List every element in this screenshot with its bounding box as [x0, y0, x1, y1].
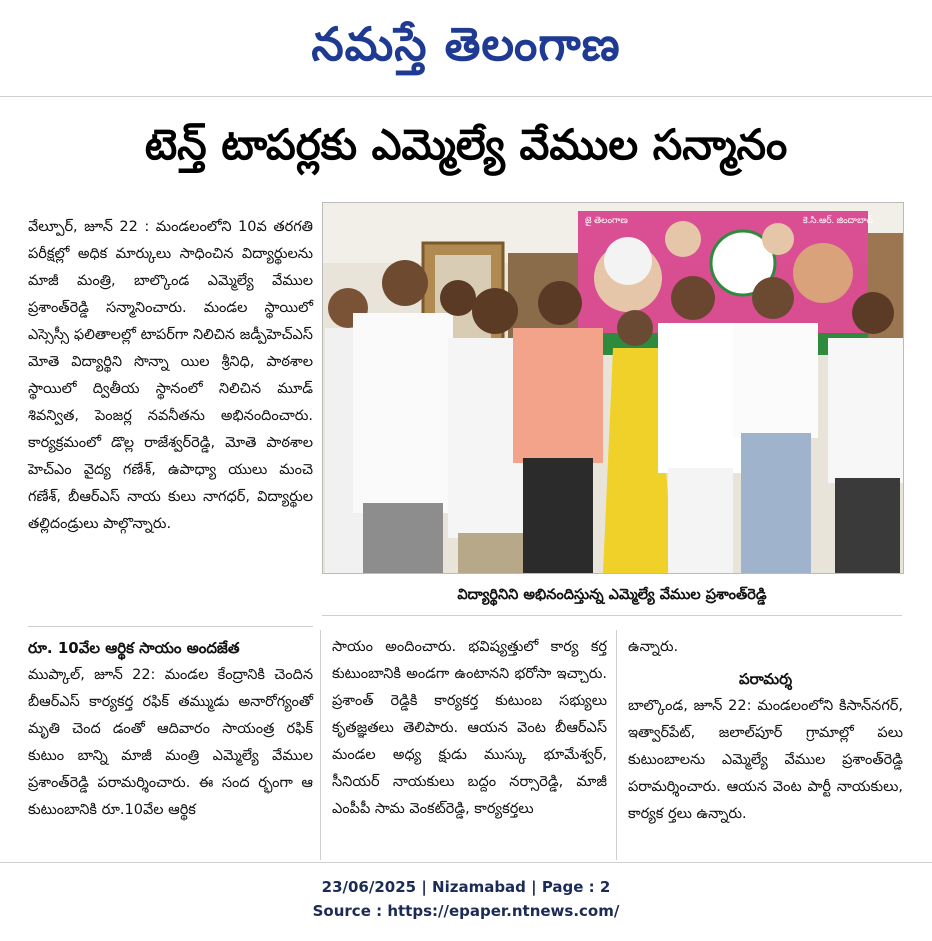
story2-title: రూ. 10వేల ఆర్థిక సాయం అందజేత [28, 639, 240, 657]
masthead-divider [0, 96, 932, 97]
story1-divider [28, 626, 313, 627]
banner-right-text: కె.సి.ఆర్. జిందాబాద్ [803, 215, 874, 225]
column-rule-1 [320, 630, 321, 860]
article-headline: టెన్త్ టాపర్లకు ఎమ్మెల్యే వేముల సన్మానం [144, 120, 788, 169]
footer-dateline: 23/06/2025 | Nizamabad | Page : 2 [321, 878, 611, 896]
story3-title: పరామర్శ [738, 670, 793, 688]
column-rule-2 [616, 630, 617, 860]
footer-source: Source : https://epaper.ntnews.com/ [312, 902, 620, 920]
footer-divider [0, 862, 932, 863]
photo-caption: విద్యార్థినిని అభినందిస్తున్న ఎమ్మెల్యే వేముల ప్రశాంత్‌రెడ్డి [457, 587, 767, 603]
news-photo [322, 202, 904, 574]
newspaper-masthead: నమస్తే తెలంగాణ [311, 17, 621, 71]
story2-body-3: ఉన్నారు. [628, 639, 679, 655]
story2-body-2: సాయం అందించారు. భవిష్యత్తులో కార్య కర్త కుటుంబానికి అండగా ఉంటానని భరోసా ఇచ్చారు. ప్రశాంత్ రెడ్డికి కార్యకర్త కుటుంబ సభ్యులు కృతజ్ఞతలు తెలిపారు. ఆయన వెంట బీఆర్‌ఎస్ మండల అధ్య క్షుడు ముస్కు భూమేశ్వర్, సీనియర్ నాయకులు బద్దం నర్సారెడ్డి, మాజీ ఎంపీపీ సామ వెంకట్‌రెడ్డి, కార్యకర్తలు [332, 639, 607, 817]
caption-divider [322, 615, 902, 616]
story2-column-1 [28, 634, 313, 824]
story3-body: బాల్కొండ, జూన్ 22: మండలంలోని కిసాన్‌నగర్, ఇత్వార్‌పేట్, జలాల్‌పూర్ గ్రామాల్లో పలు కుటుంబాలను ఎమ్మెల్యే వేముల ప్రశాంత్‌రెడ్డి పరామర్శించారు. ఆయన వెంట పార్టీ నాయకులు, కార్యక ర్తలు ఉన్నారు. [628, 698, 903, 822]
story1-column [28, 214, 313, 634]
story3-column [628, 634, 903, 828]
story2-column-2 [332, 634, 607, 823]
story2-body-1: ముప్కాల్, జూన్ 22: మండల కేంద్రానికి చెందిన బీఆర్‌ఎస్ కార్యకర్త రఫిక్ తమ్ముడు అనారోగ్యంతో మృతి చెంద డంతో ఆదివారం సాయంత్ర రఫిక్ కుటుం బాన్ని మాజీ మంత్రి ఎమ్మెల్యే వేముల ప్రశాంత్‌రెడ్డి పరామర్శించారు. ఈ సంద ర్భంగా ఆ కుటుంబానికి రూ.10వేల ఆర్థిక [28, 667, 313, 818]
story1-body: వేల్పూర్, జూన్ 22 : మండలంలోని 10వ తరగతి పరీక్షల్లో అధిక మార్కులు సాధించిన విద్యార్థులను మాజీ మంత్రి, బాల్కొండ ఎమ్మెల్యే వేముల ప్రశాంత్‌రెడ్డి సన్మానించారు. మండల స్థాయిలో ఎస్సెస్సీ ఫలితాలల్లో టాపర్‌గా నిలిచిన జడ్పీహెచ్‌ఎస్ మోతె విద్యార్థిని సొన్నా యిల శ్రీనిధి, పాఠశాల స్థాయిలో ద్వితీయ స్థానంలో నిలిచిన మూడ్ శివన్విత, పెంజర్ల నవనీతను అభినందించారు. కార్యక్రమంలో డొల్ల రాజేశ్వర్‌రెడ్డి, మోతె పాఠశాల హెచ్‌ఎం వైద్య గణేశ్, ఉపాధ్యా యులు మంచె గణేశ్, బీఆర్‌ఎస్ నాయ కులు నాగధర్, విద్యార్థుల తల్లిదండ్రులు పాల్గొన్నారు. [28, 219, 313, 532]
photo-illustration [323, 203, 903, 573]
banner-left-text: జై తెలంగాణ [585, 215, 628, 225]
